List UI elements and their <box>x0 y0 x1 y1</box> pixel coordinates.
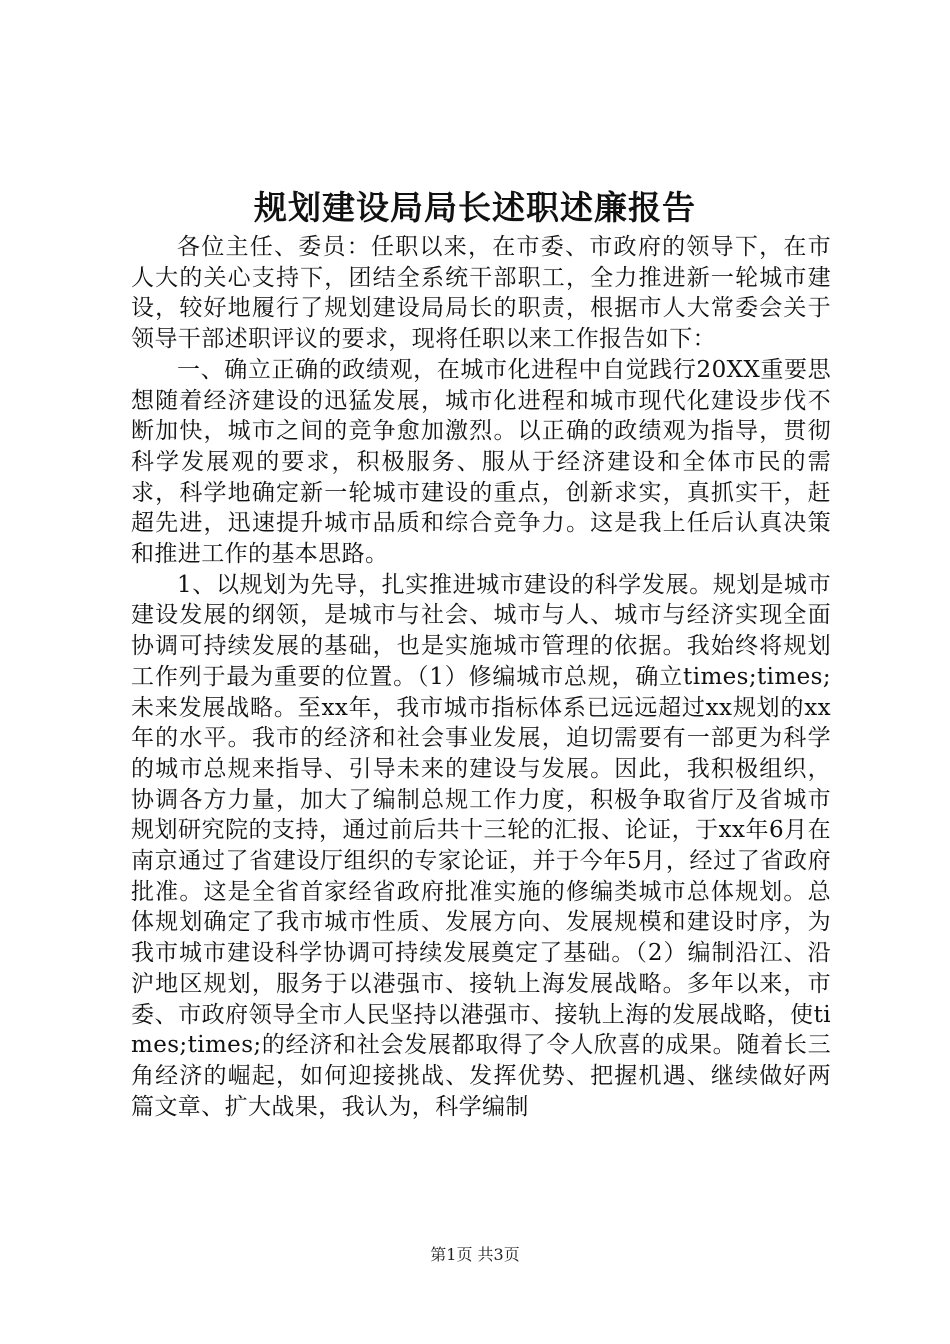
paragraph-item-one: 1、以规划为先导，扎实推进城市建设的科学发展。规划是城市建设发展的纲领，是城市与社会、城市与人、城市与经济实现全面协调可持续发展的基础，也是实施城市管理的依据。我始终将规划工作列于最为重要的位置。（1）修编城市总规，确立times;times;未来发展战略。至xx年，我市城市指标体系已远远超过xx规划的xx年的水平。我市的经济和社会事业发展，迫切需要有一部更为科学的城市总规来指导、引导未来的建设与发展。因此，我积极组织，协调各方力量，加大了编制总规工作力度，积极争取省厅及省城市规划研究院的支持，通过前后共十三轮的汇报、论证，于xx年6月在南京通过了省建设厅组织的专家论证，并于今年5月，经过了省政府批准。这是全省首家经省政府批准实施的修编类城市总体规划。总体规划确定了我市城市性质、发展方向、发展规模和建设时序，为我市城市建设科学协调可持续发展奠定了基础。（2）编制沿江、沿沪地区规划，服务于以港强市、接轨上海发展战略。多年以来，市委、市政府领导全市人民坚持以港强市、接轨上海的发展战略，使times;times;的经济和社会发展都取得了令人欣喜的成果。随着长三角经济的崛起，如何迎接挑战、发挥优势、把握机遇、继续做好两篇文章、扩大战果，我认为，科学编制 <box>131 571 831 1120</box>
page-footer: 第1页 共3页 <box>430 1245 520 1264</box>
paragraph-section-one: 一、确立正确的政绩观，在城市化进程中自觉践行20XX重要思想随着经济建设的迅猛发展，城市化进程和城市现代化建设步伐不断加快，城市之间的竞争愈加激烈。以正确的政绩观为指导，贯彻科学发展观的要求，积极服务、服从于经济建设和全体市民的需求，科学地确定新一轮城市建设的重点，创新求实，真抓实干，赶超先进，迅速提升城市品质和综合竞争力。这是我上任后认真决策和推进工作的基本思路。 <box>131 356 831 568</box>
document-body <box>131 232 831 1122</box>
paragraph-greeting: 各位主任、委员：任职以来，在市委、市政府的领导下，在市人大的关心支持下，团结全系统干部职工，全力推进新一轮城市建设，较好地履行了规划建设局局长的职责，根据市人大常委会关于领导干部述职评议的要求，现将任职以来工作报告如下： <box>131 234 831 353</box>
document-title: 规划建设局局长述职述廉报告 <box>254 188 696 227</box>
